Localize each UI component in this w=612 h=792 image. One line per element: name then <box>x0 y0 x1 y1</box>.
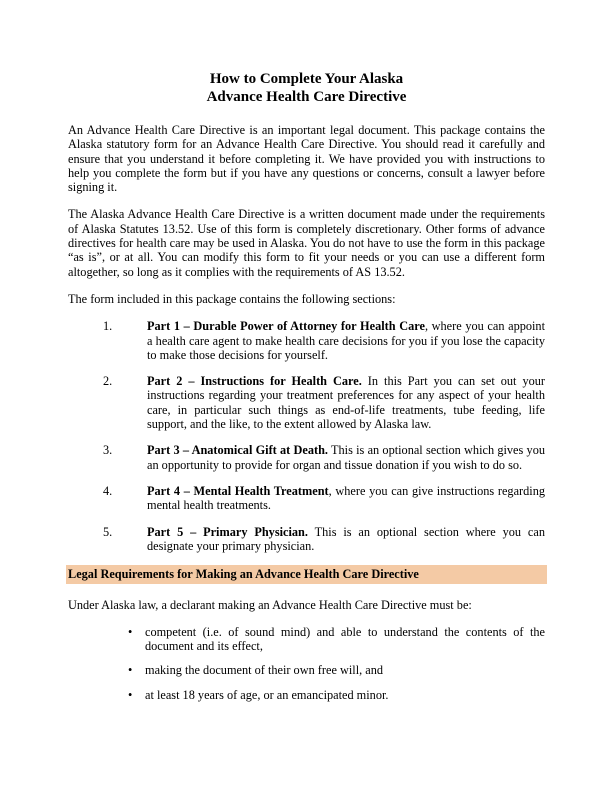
page-title <box>68 70 545 106</box>
item-rest: This is an optional section which gives you an opportunity to provide for organ and tissue donation if you wish to do so. <box>147 443 545 472</box>
page-title-line2: Advance Health Care Directive <box>206 89 407 105</box>
item-rest: , where you can appoint a health care agent to make health care decisions for you if you lose the capacity to make those decisions for yourself. <box>147 319 545 362</box>
section-heading: Legal Requirements for Making an Advance Health Care Directive <box>66 565 547 584</box>
legal-intro: Under Alaska law, a declarant making an Advance Health Care Directive must be: <box>68 598 472 613</box>
item-text <box>147 443 545 472</box>
item-text <box>147 319 545 362</box>
bullet-item <box>68 625 545 654</box>
item-text <box>147 525 545 554</box>
item-rest: In this Part you can set out your instructions regarding your treatment preferences for any aspect of your health care, in particular such things as end-of-life treatments, tube feeding, life support, and the like, to the extent allowed by Alaska law. <box>147 374 545 432</box>
item-text <box>147 374 545 431</box>
bullet-item <box>68 688 545 702</box>
bullet-glyph: • <box>128 663 133 678</box>
list-item <box>68 525 545 554</box>
list-item <box>68 319 545 362</box>
item-bold-lead: Part 3 – Anatomical Gift at Death. <box>147 443 328 458</box>
item-bold-lead: Part 4 – Mental Health Treatment <box>147 483 329 498</box>
list-item <box>68 374 545 431</box>
bullet-text: making the document of their own free will, and <box>145 663 384 678</box>
bullet-text: at least 18 years of age, or an emancipated minor. <box>145 687 389 702</box>
item-bold-lead: Part 1 – Durable Power of Attorney for Health Care <box>147 319 425 334</box>
intro-paragraph-1: An Advance Health Care Directive is an important legal document. This package contains the Alaska statutory form for an Advance Health Care Directive. You should read it carefully and ensure that you understand it before completing it. We have provided you with instructions to help you complete the form but if you have any questions or concerns, consult a lawyer before signing it. <box>68 123 545 195</box>
item-rest: , where you can give instructions regarding mental health treatments. <box>147 483 545 513</box>
item-rest: This is an optional section where you can designate your primary physician. <box>147 524 545 553</box>
list-item <box>68 484 545 513</box>
bullet-item <box>68 663 545 677</box>
list-item <box>68 443 545 472</box>
item-number: 4. <box>103 483 113 498</box>
page-title-line1: How to Complete Your Alaska <box>209 71 404 87</box>
item-number: 5. <box>103 524 113 539</box>
item-number: 1. <box>103 319 113 334</box>
bullet-glyph: • <box>128 687 133 702</box>
intro-paragraph-2: The Alaska Advance Health Care Directive is a written document made under the requirements of Alaska Statutes 13.52. Use of this form is completely discretionary. Other forms of advance directives for health care may be used in Alaska. You do not have to use the form in this package “as is”, or at all. You can modify this form to fit your needs or you can use a different form altogether, so long as it complies with the requirements of AS 13.52. <box>68 207 545 279</box>
item-bold-lead: Part 5 – Primary Physician. <box>147 524 308 539</box>
item-text <box>147 484 545 513</box>
item-number: 3. <box>103 443 113 458</box>
item-number: 2. <box>103 374 113 389</box>
sections-lead-in: The form included in this package contains the following sections: <box>68 291 396 306</box>
bullet-glyph: • <box>128 624 133 639</box>
item-bold-lead: Part 2 – Instructions for Health Care. <box>147 374 362 389</box>
bullet-text: competent (i.e. of sound mind) and able to understand the contents of the document and its effect, <box>145 624 545 654</box>
